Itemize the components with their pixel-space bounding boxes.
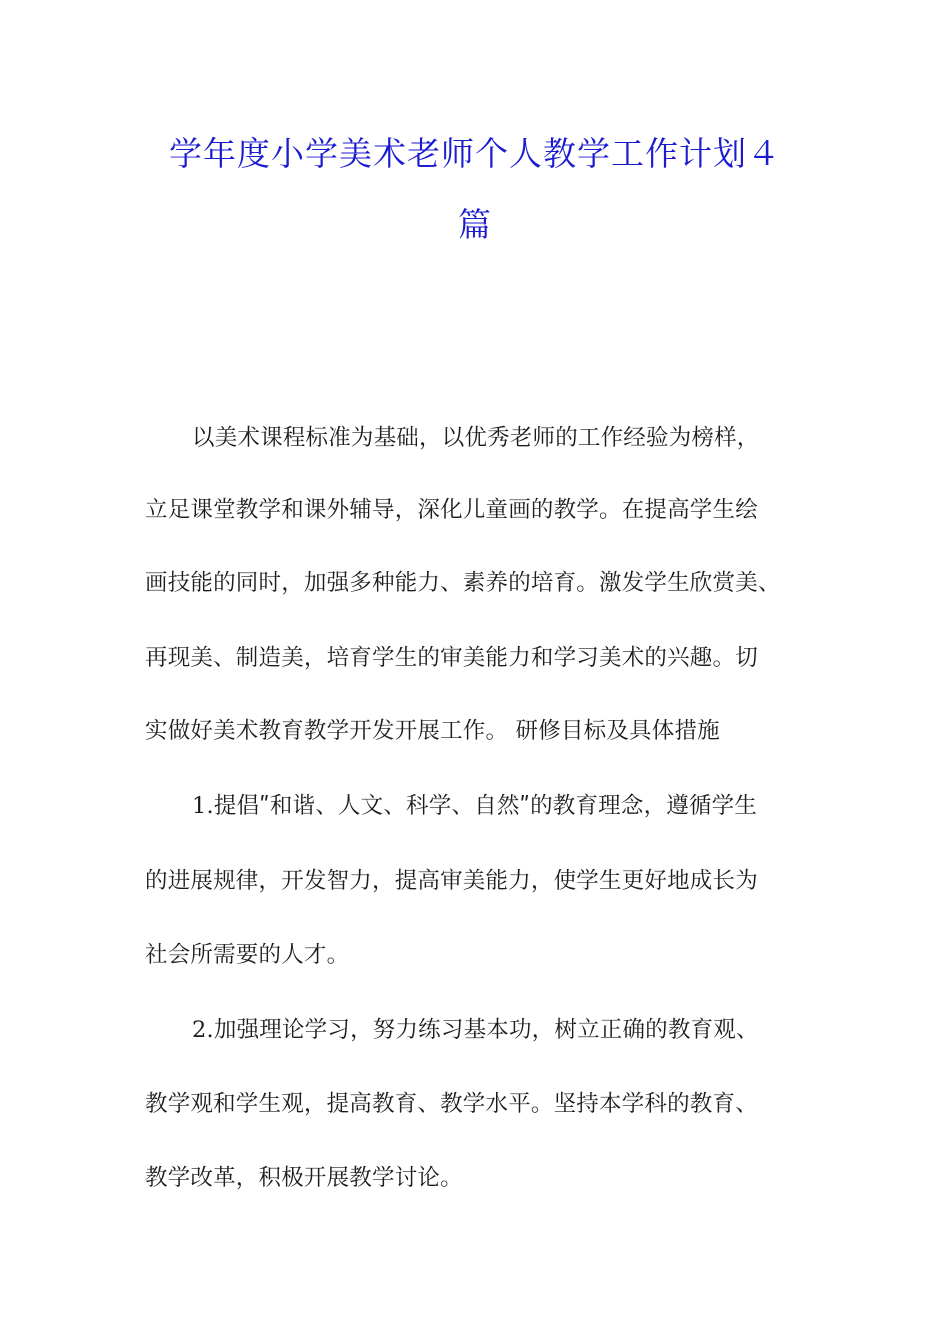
paragraph-1-line-5: 实做好美术教育教学开发开展工作。 研修目标及具体措施 [145,718,720,744]
paragraph-2-line-1: 1.提倡ʺ和谐、人文、科学、自然ʺ的教育理念，遵循学生 [192,793,758,819]
paragraph-1-line-4: 再现美、制造美，培育学生的审美能力和学习美术的兴趣。切 [145,645,758,671]
paragraph-2-line-2: 的进展规律，开发智力，提高审美能力，使学生更好地成长为 [145,868,758,894]
paragraph-1-line-3: 画技能的同时，加强多种能力、素养的培育。激发学生欣赏美、 [145,570,781,596]
paragraph-3-line-3: 教学改革，积极开展教学讨论。 [145,1165,463,1191]
paragraph-3-line-1: 2.加强理论学习，努力练习基本功，树立正确的教育观、 [192,1017,759,1043]
paragraph-3-line-2: 教学观和学生观，提高教育、教学水平。坚持本学科的教育、 [145,1091,758,1117]
paragraph-1-line-2: 立足课堂教学和课外辅导，深化儿童画的教学。在提高学生绘 [145,497,758,523]
paragraph-2-line-3: 社会所需要的人才。 [145,942,350,968]
document-title-line-2: 篇 [458,205,492,244]
document-title-line-1: 学年度小学美术老师个人教学工作计划４ [169,134,781,173]
paragraph-1-line-1: 以美术课程标准为基础，以优秀老师的工作经验为榜样， [192,425,760,451]
